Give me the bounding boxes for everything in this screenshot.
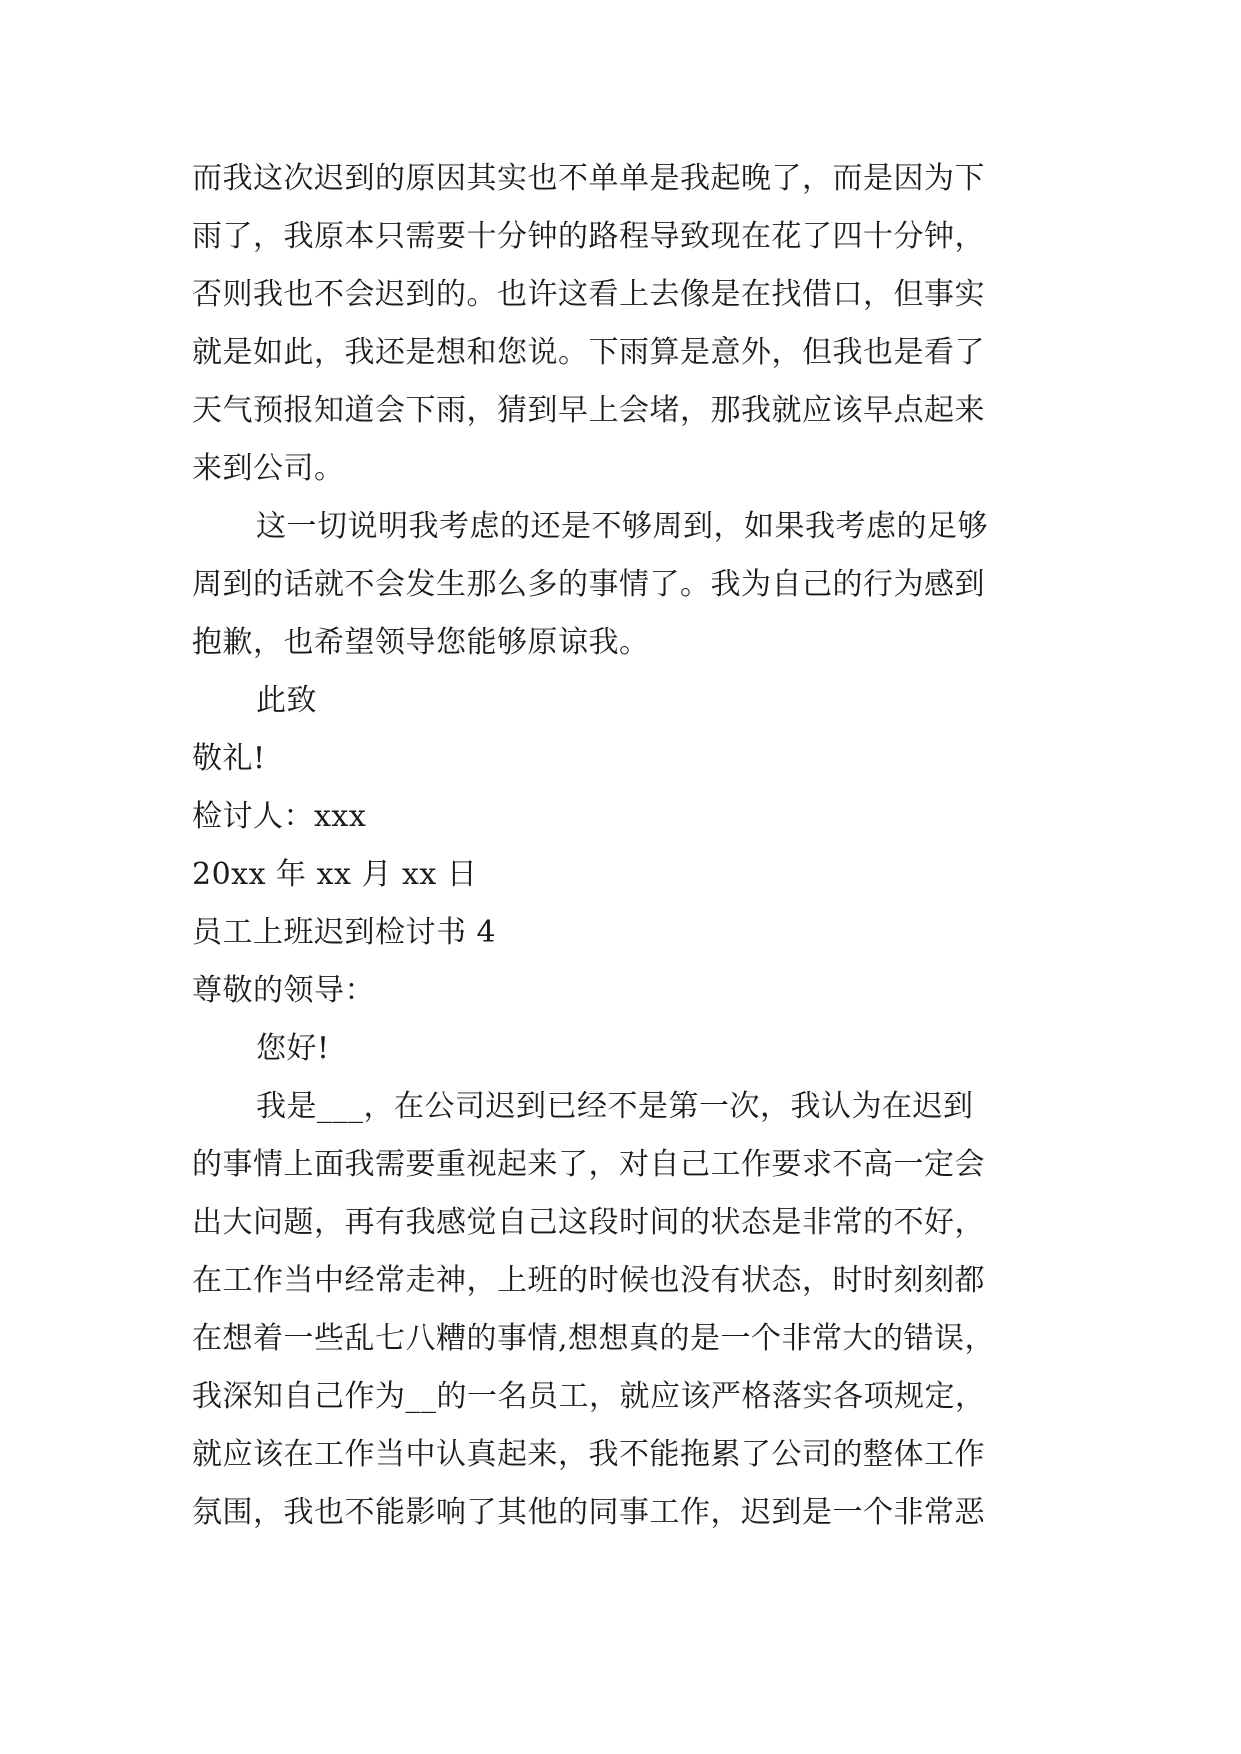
text-line: 的事情上面我需要重视起来了，对自己工作要求不高一定会	[192, 1147, 985, 1182]
text-line: 就是如此，我还是想和您说。下雨算是意外，但我也是看了	[192, 335, 985, 370]
text-line: 敬礼!	[192, 741, 266, 776]
document-body	[192, 150, 1062, 1542]
text-line: 而我这次迟到的原因其实也不单单是我起晚了，而是因为下	[192, 161, 985, 196]
text-line: 否则我也不会迟到的。也许这看上去像是在找借口，但事实	[192, 277, 985, 312]
text-line: 就应该在工作当中认真起来，我不能拖累了公司的整体工作	[192, 1437, 985, 1472]
text-line: 此致	[256, 683, 317, 718]
text-line: 抱歉，也希望领导您能够原谅我。	[192, 625, 650, 660]
text-line: 氛围，我也不能影响了其他的同事工作，迟到是一个非常恶	[192, 1495, 985, 1530]
text-line: 员工上班迟到检讨书 4	[192, 915, 497, 950]
text-line: 您好!	[256, 1031, 330, 1066]
text-line: 我深知自己作为__的一名员工，就应该严格落实各项规定，	[192, 1379, 986, 1414]
text-line: 在想着一些乱七八糟的事情,想想真的是一个非常大的错误，	[192, 1321, 996, 1356]
text-line: 雨了，我原本只需要十分钟的路程导致现在花了四十分钟，	[192, 219, 985, 254]
text-line: 来到公司。	[192, 451, 345, 486]
text-line: 尊敬的领导：	[192, 973, 375, 1008]
text-line: 出大问题，再有我感觉自己这段时间的状态是非常的不好，	[192, 1205, 985, 1240]
text-line: 我是___，在公司迟到已经不是第一次，我认为在迟到	[256, 1089, 974, 1124]
text-line: 周到的话就不会发生那么多的事情了。我为自己的行为感到	[192, 567, 985, 602]
text-line: 20xx 年 xx 月 xx 日	[192, 857, 478, 892]
text-line: 天气预报知道会下雨，猜到早上会堵，那我就应该早点起来	[192, 393, 985, 428]
text-line: 在工作当中经常走神，上班的时候也没有状态，时时刻刻都	[192, 1263, 985, 1298]
text-line: 这一切说明我考虑的还是不够周到，如果我考虑的足够	[256, 509, 988, 544]
text-line: 检讨人：xxx	[192, 799, 367, 834]
